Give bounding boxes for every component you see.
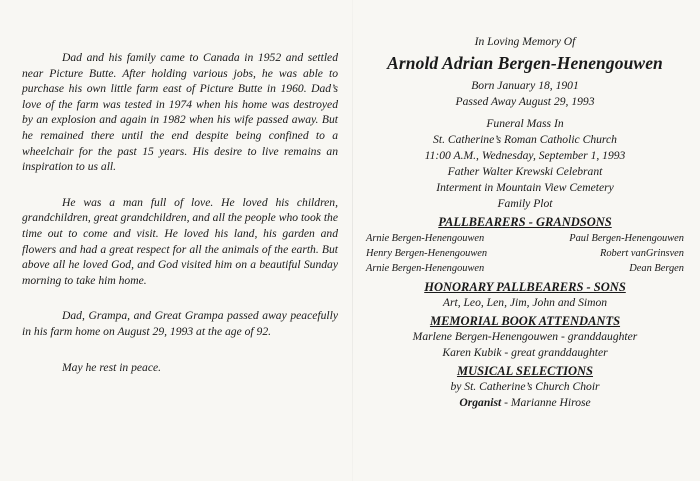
choir-line: by St. Catherine’s Church Choir [450,379,600,393]
service-datetime: 11:00 A.M., Wednesday, September 1, 1993 [424,149,626,162]
pallbearers-list [366,231,684,277]
organist-line [366,395,684,411]
service-celebrant: Father Walter Krewski Celebrant [447,165,603,178]
death-date: Passed Away August 29, 1993 [455,95,595,108]
service-interment: Interment in Mountain View Cemetery [436,181,614,194]
memorial-attendant-1: Marlene Bergen-Henengouwen - granddaughter [412,329,638,343]
birth-date: Born January 18, 1901 [471,79,579,92]
pallbearers-heading: PALLBEARERS - GRANDSONS [438,215,612,229]
card-fold-divider [352,0,353,481]
paragraph-passing: Dad, Grampa, and Great Grampa passed away peacefully in his farm home on August 29, 1993 at the age of 92. [22,309,338,338]
service-details [366,34,684,411]
paragraph-man-of-love: He was a man full of love. He loved his children, grandchildren, great grandchildren, and all the people who took the time out to come and visit. He loved his land, his garden and flowers and had a great respect for all the animals of the earth. But above all he loved God, and God visited him on a beautiful Sunday morning to take him home. [22,195,338,287]
obituary-text [22,50,338,395]
service-church: St. Catherine’s Roman Catholic Church [433,133,617,146]
pallbearer-name: Arnie Bergen-Henengouwen [366,263,485,275]
musical-selections-heading: MUSICAL SELECTIONS [456,363,594,378]
paragraph-family-history: Dad and his family came to Canada in 1952 and settled near Picture Butte. After holding various jobs, he was able to purchase his own little farm east of Picture Butte in 1960. Dad’s love of the farm was tested in 1974 when his home was destroyed by an explosion and again in 1982 when his wife passed away. But he remained there until the end despite being confined to a wheelchair for the past 15 years. His desire to live remains an inspiration to us all. [22,51,338,174]
pallbearer-name: Robert vanGrinsven [600,248,684,260]
pallbearer-name: Dean Bergen [629,263,684,275]
paragraph-rest-in-peace: May he rest in peace. [62,360,162,374]
deceased-name: Arnold Adrian Bergen-Henengouwen [387,53,663,73]
pallbearer-name: Arnie Bergen-Henengouwen [366,233,485,244]
memorial-intro: In Loving Memory Of [474,35,576,48]
memorial-book-heading: MEMORIAL BOOK ATTENDANTS [429,313,621,328]
service-line-1: Funeral Mass In [486,117,564,130]
honorary-pallbearers-names: Art, Leo, Len, Jim, John and Simon [442,295,608,309]
memorial-attendant-2: Karen Kubik - great granddaughter [442,345,608,359]
funeral-service [366,116,684,212]
organist-label: Organist [459,395,502,409]
service-plot: Family Plot [497,197,553,210]
organist-name: - Marianne Hirose [501,395,591,409]
pallbearer-name: Henry Bergen-Henengouwen [366,248,488,260]
pallbearer-name: Paul Bergen-Henengouwen [569,233,684,244]
honorary-pallbearers-heading: HONORARY PALLBEARERS - SONS [424,279,626,294]
